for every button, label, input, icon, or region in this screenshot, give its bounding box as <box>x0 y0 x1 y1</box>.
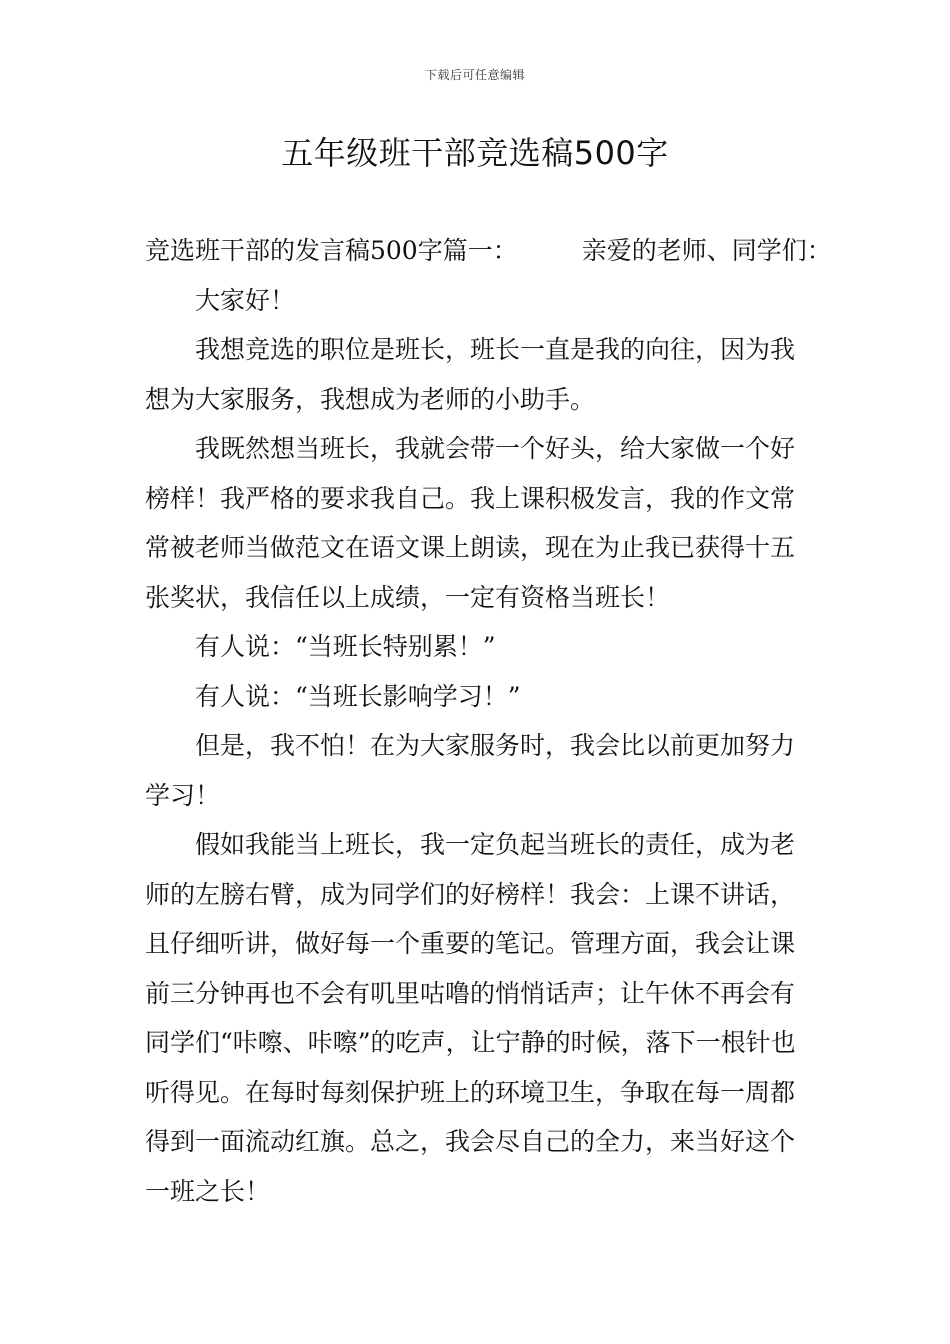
paragraph: 假如我能当上班长，我一定负起当班长的责任，成为老师的左膀右臂，成为同学们的好榜样！我会：上课不讲话，且仔细听讲，做好每一个重要的笔记。管理方面，我会让课前三分钟再也不会有叽里咕噜的悄悄话声；让午休不再会有同学们“咔嚓、咔嚓”的吃声，让宁静的时候，落下一根针也听得见。在每时每刻保护班上的环境卫生，争取在每一周都得到一面流动红旗。总之，我会尽自己的全力，来当好这个一班之长！ <box>145 830 796 1206</box>
salutation: 亲爱的老师、同学们： <box>581 236 832 265</box>
paragraph: 我既然想当班长，我就会带一个好头，给大家做一个好榜样！我严格的要求我自己。我上课积极发言，我的作文常常被老师当做范文在语文课上朗读，现在为止我已获得十五张奖状，我信任以上成绩，一定有资格当班长！ <box>145 434 796 612</box>
section-label: 竞选班干部的发言稿500字篇一： <box>145 236 518 265</box>
page-header-note: 下载后可任意编辑 <box>424 68 525 82</box>
paragraph: 我想竞选的职位是班长，班长一直是我的向往，因为我想为大家服务，我想成为老师的小助手。 <box>145 335 796 414</box>
opening-line <box>145 226 832 276</box>
paragraph: 有人说：“当班长影响学习！” <box>195 681 521 711</box>
document-body <box>145 226 832 1216</box>
paragraph: 大家好！ <box>195 285 296 315</box>
paragraph: 但是，我不怕！在为大家服务时，我会比以前更加努力学习！ <box>145 731 796 810</box>
paragraph: 有人说：“当班长特别累！” <box>195 632 496 661</box>
document-title: 五年级班干部竞选稿500字 <box>281 134 669 172</box>
